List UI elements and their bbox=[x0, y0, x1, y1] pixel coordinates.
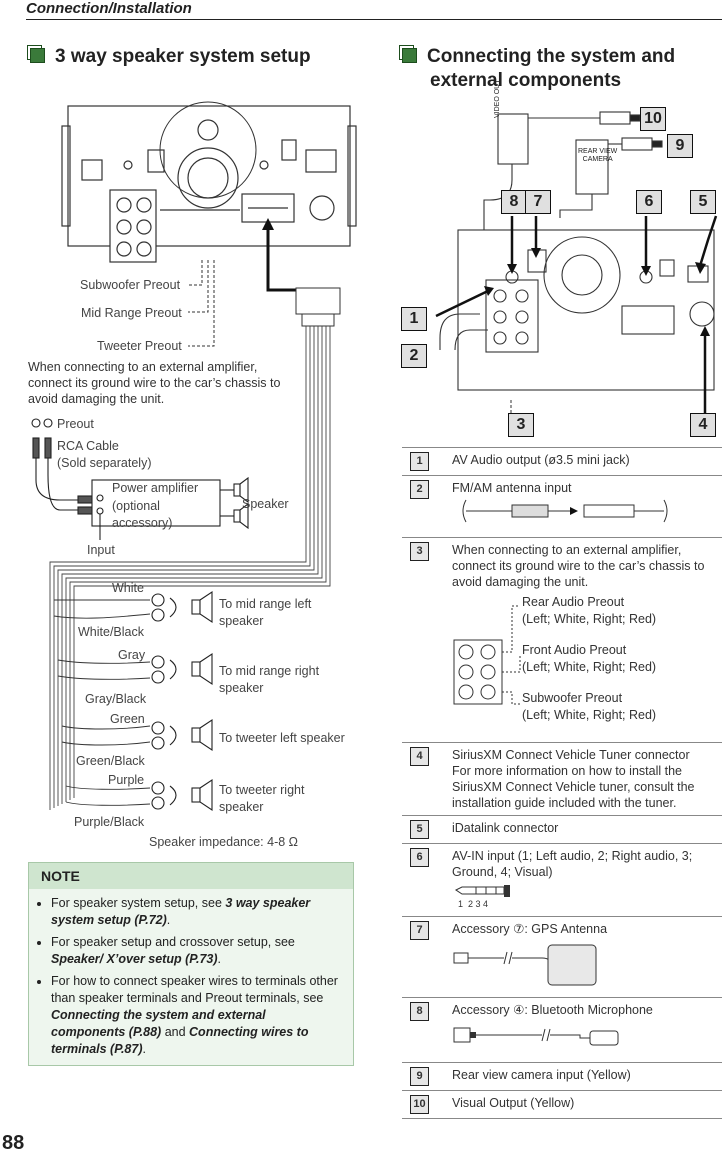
row-text: SiriusXM Connect Vehicle Tuner connector bbox=[452, 748, 690, 762]
callout-9: 9 bbox=[667, 134, 693, 158]
wire-dest-label: To mid range left bbox=[219, 597, 312, 611]
row-number: 4 bbox=[410, 747, 429, 766]
table-row bbox=[402, 816, 722, 844]
speaker-impedance: Speaker impedance: 4-8 Ω bbox=[149, 835, 299, 849]
row-number: 10 bbox=[410, 1095, 429, 1114]
section-square-icon bbox=[402, 48, 417, 63]
amp-ground-note: When connecting to an external amplifier, connect its ground wire to the car’s chassis to avoid damaging the unit. bbox=[28, 360, 281, 406]
note-link[interactable]: Connecting wires to terminals (P.87) bbox=[51, 1025, 309, 1056]
wire-pos-label: Purple bbox=[108, 773, 145, 787]
callout-10: 10 bbox=[640, 107, 666, 131]
head-unit-back bbox=[62, 102, 356, 262]
rca-cable-label: RCA Cable bbox=[57, 439, 119, 453]
subwoofer-preout-colors: (Left; White, Right; Red) bbox=[522, 708, 657, 722]
note-link[interactable]: 3 way speaker system setup (P.72) bbox=[51, 896, 311, 927]
row-number: 8 bbox=[410, 1002, 429, 1021]
svg-text:.: . bbox=[102, 840, 103, 841]
row-number: 1 bbox=[410, 452, 429, 471]
section-title-connecting bbox=[402, 45, 675, 93]
table-row bbox=[402, 1091, 722, 1119]
wire-dest-label: To mid range right bbox=[219, 664, 320, 678]
callout-1: 1 bbox=[401, 307, 427, 331]
amp-label-2: (optional bbox=[112, 499, 160, 513]
input-label: Input bbox=[87, 543, 115, 557]
wire-dest-label: To tweeter left speaker bbox=[219, 731, 345, 745]
preout-jacks-icon bbox=[452, 594, 522, 738]
bt-microphone-icon bbox=[452, 1018, 622, 1054]
callout-2: 2 bbox=[401, 344, 427, 368]
callout-4: 4 bbox=[690, 413, 716, 437]
row-number: 5 bbox=[410, 820, 429, 839]
wire-dest-label-2: speaker bbox=[219, 681, 264, 695]
av-plug-pin-labels: 1 2 3 4 bbox=[458, 899, 489, 909]
row-text: Accessory ④: Bluetooth Microphone bbox=[452, 1003, 653, 1017]
wire-dest-label: To tweeter right bbox=[219, 783, 305, 797]
section-title-text: Connecting the system and bbox=[427, 46, 676, 67]
wire-dest-label-2: speaker bbox=[219, 800, 264, 814]
row-number: 2 bbox=[410, 480, 429, 499]
row-cell bbox=[452, 917, 722, 998]
midrange-preout-label: Mid Range Preout bbox=[81, 306, 182, 320]
running-header: Connection/Installation bbox=[26, 0, 192, 17]
row-text: AV Audio output (ø3.5 mini jack) bbox=[452, 448, 722, 476]
wire-neg-label: Green/Black bbox=[76, 754, 145, 768]
row-text: AV-IN input (1; Left audio, 2; Right audio, 3; Ground, 4; Visual) bbox=[452, 849, 693, 879]
components-table bbox=[402, 447, 722, 1119]
sold-separately-label: (Sold separately) bbox=[57, 456, 152, 470]
row-number: 7 bbox=[410, 921, 429, 940]
gps-antenna-icon bbox=[452, 937, 602, 989]
wire-pos-label: Green bbox=[110, 712, 145, 726]
section-square-icon bbox=[30, 48, 45, 63]
row-text: iDatalink connector bbox=[452, 816, 722, 844]
row-cell bbox=[452, 844, 722, 917]
row-cell bbox=[452, 998, 722, 1063]
amp-label-1: Power amplifier bbox=[112, 481, 199, 495]
table-row bbox=[402, 538, 722, 743]
callout-6: 6 bbox=[636, 190, 662, 214]
table-row bbox=[402, 743, 722, 816]
note-link[interactable]: Speaker/ X’over setup (P.73) bbox=[51, 952, 218, 966]
amp-label-3: accessory) bbox=[112, 516, 173, 530]
section-title-text: 3 way speaker system setup bbox=[55, 46, 311, 67]
row-number: 9 bbox=[410, 1067, 429, 1086]
note-item: • For speaker setup and crossover setup, see Speaker/ X’over setup (P.73). bbox=[51, 934, 341, 968]
table-row bbox=[402, 998, 722, 1063]
tweeter-preout-label: Tweeter Preout bbox=[97, 339, 182, 353]
subwoofer-preout-label-r: Subwoofer Preout bbox=[522, 691, 623, 705]
callout-7: 7 bbox=[525, 190, 551, 214]
row-text: Rear view camera input (Yellow) bbox=[452, 1063, 722, 1091]
wire-neg-label: Purple/Black bbox=[74, 815, 145, 829]
rear-preout-colors: (Left; White, Right; Red) bbox=[522, 612, 657, 626]
row-cell bbox=[452, 538, 722, 743]
section-title-text-2: external components bbox=[430, 70, 622, 91]
note-link[interactable]: Connecting the system and external components (P.88) bbox=[51, 1008, 266, 1039]
front-preout-label: Front Audio Preout bbox=[522, 643, 627, 657]
row-text: Accessory ⑦: GPS Antenna bbox=[452, 922, 608, 936]
rear-view-label: REAR VIEW CAMERA bbox=[578, 148, 618, 163]
wire-dest-label-2: speaker bbox=[219, 614, 264, 628]
row-text-2: For more information on how to install the SiriusXM Connect Vehicle tuner, consult the installation guide included with the tuner. bbox=[452, 764, 695, 810]
wire-pos-label: White bbox=[112, 581, 144, 595]
row-cell bbox=[452, 476, 722, 538]
rear-preout-label: Rear Audio Preout bbox=[522, 595, 625, 609]
row-cell bbox=[452, 743, 722, 816]
note-title: NOTE bbox=[29, 863, 353, 889]
row-text: Visual Output (Yellow) bbox=[452, 1091, 722, 1119]
row-number: 3 bbox=[410, 542, 429, 561]
note-item: • For speaker system setup, see 3 way speaker system setup (P.72). bbox=[51, 895, 341, 929]
callout-8: 8 bbox=[501, 190, 527, 214]
section-title-3way bbox=[30, 45, 311, 69]
table-row bbox=[402, 844, 722, 917]
table-row bbox=[402, 917, 722, 998]
row-text: When connecting to an external amplifier, connect its ground wire to the car’s chassis to avoid damaging the unit. bbox=[452, 543, 705, 589]
note-box bbox=[28, 862, 354, 1066]
callout-3: 3 bbox=[508, 413, 534, 437]
preout-label: Preout bbox=[57, 417, 94, 431]
speaker-terminals bbox=[152, 592, 212, 810]
callout-5: 5 bbox=[690, 190, 716, 214]
header-rule bbox=[26, 19, 722, 20]
row-text: FM/AM antenna input bbox=[452, 481, 572, 495]
speaker-label: Speaker bbox=[242, 497, 289, 511]
table-row bbox=[402, 476, 722, 538]
front-preout-colors: (Left; White, Right; Red) bbox=[522, 660, 657, 674]
wire-pos-label: Gray bbox=[118, 648, 146, 662]
antenna-plug-icon bbox=[452, 496, 672, 526]
video-out-label: VIDEO OUT bbox=[494, 79, 501, 118]
wire-neg-label: Gray/Black bbox=[85, 692, 147, 706]
row-number: 6 bbox=[410, 848, 429, 867]
note-item: • For how to connect speaker wires to terminals other than speaker terminals and Preout terminals, see Connecting the system and external components (P.88) and Connecting wires to terminals (P.87). bbox=[51, 973, 341, 1058]
table-row bbox=[402, 448, 722, 476]
wire-neg-label: White/Black bbox=[78, 625, 144, 639]
table-row bbox=[402, 1063, 722, 1091]
subwoofer-preout-label: Subwoofer Preout bbox=[80, 278, 181, 292]
page-number: 88 bbox=[2, 1132, 25, 1154]
